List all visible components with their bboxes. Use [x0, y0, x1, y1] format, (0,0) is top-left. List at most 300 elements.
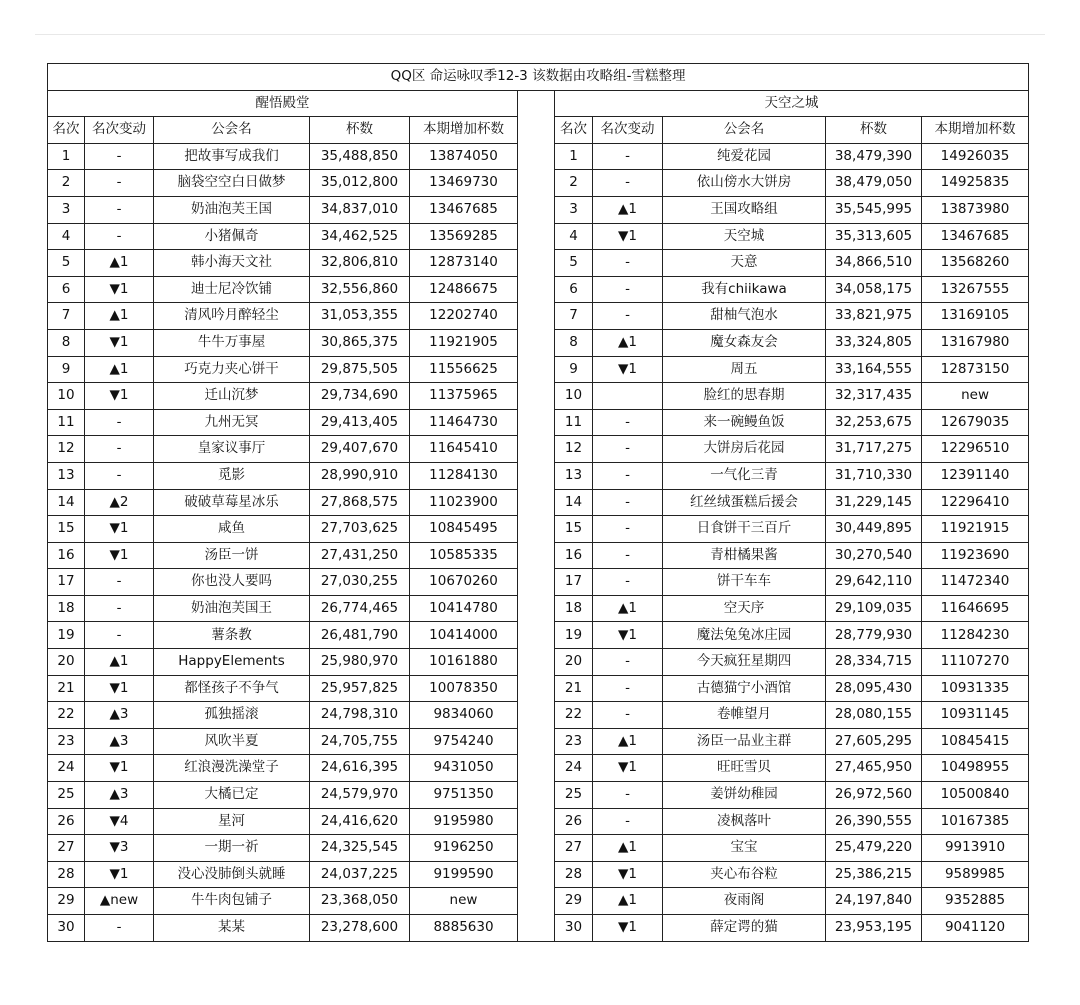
left-rank-change-cell: ▼1 — [85, 861, 154, 888]
right-cup-increase-cell: 11107270 — [922, 649, 1029, 676]
right-cups-cell: 31,710,330 — [826, 462, 922, 489]
left-rank-cell: 11 — [48, 409, 85, 436]
header-cups: 杯数 — [310, 117, 410, 144]
left-cup-increase-cell: 11284130 — [410, 462, 518, 489]
left-cups-cell: 29,734,690 — [310, 383, 410, 410]
left-rank-cell: 19 — [48, 622, 85, 649]
left-cups-cell: 28,990,910 — [310, 462, 410, 489]
left-rank-change-cell: ▼1 — [85, 542, 154, 569]
right-guild-name-cell: 凌枫落叶 — [663, 808, 826, 835]
right-cups-cell: 34,866,510 — [826, 250, 922, 277]
left-guild-name-cell: 巧克力夹心饼干 — [154, 356, 310, 383]
right-rank-cell: 27 — [555, 835, 593, 862]
right-rank-change-cell: - — [593, 462, 663, 489]
right-rank-change-cell — [593, 383, 663, 410]
left-rank-cell: 6 — [48, 276, 85, 303]
right-cup-increase-cell: 10931145 — [922, 702, 1029, 729]
right-rank-change-cell: ▼1 — [593, 223, 663, 250]
right-guild-name-cell: 古德猫宁小酒馆 — [663, 675, 826, 702]
left-rank-change-cell: - — [85, 409, 154, 436]
left-rank-change-cell: - — [85, 196, 154, 223]
right-cups-cell: 27,465,950 — [826, 755, 922, 782]
right-cup-increase-cell: 12296510 — [922, 436, 1029, 463]
left-guild-name-cell: 孤独摇滚 — [154, 702, 310, 729]
right-rank-cell: 26 — [555, 808, 593, 835]
left-rank-change-cell: ▼1 — [85, 755, 154, 782]
header-guild-name: 公会名 — [663, 117, 826, 144]
right-rank-change-cell: ▲1 — [593, 835, 663, 862]
right-cups-cell: 25,386,215 — [826, 861, 922, 888]
left-rank-cell: 25 — [48, 782, 85, 809]
left-cups-cell: 29,407,670 — [310, 436, 410, 463]
right-rank-change-cell: ▲1 — [593, 196, 663, 223]
right-rank-change-cell: - — [593, 436, 663, 463]
left-cups-cell: 35,488,850 — [310, 143, 410, 170]
right-rank-cell: 21 — [555, 675, 593, 702]
right-rank-cell: 16 — [555, 542, 593, 569]
left-cups-cell: 26,774,465 — [310, 595, 410, 622]
left-cups-cell: 25,980,970 — [310, 649, 410, 676]
right-cup-increase-cell: 13267555 — [922, 276, 1029, 303]
right-cup-increase-cell: 10500840 — [922, 782, 1029, 809]
header-guild-name: 公会名 — [154, 117, 310, 144]
left-rank-cell: 22 — [48, 702, 85, 729]
right-cups-cell: 33,164,555 — [826, 356, 922, 383]
right-cup-increase-cell: 11921915 — [922, 516, 1029, 543]
right-guild-name-cell: 今天疯狂星期四 — [663, 649, 826, 676]
left-rank-cell: 9 — [48, 356, 85, 383]
left-rank-change-cell: ▼1 — [85, 675, 154, 702]
right-rank-change-cell: - — [593, 489, 663, 516]
right-guild-name-cell: 青柑橘果酱 — [663, 542, 826, 569]
left-cup-increase-cell: 10078350 — [410, 675, 518, 702]
right-guild-name-cell: 周五 — [663, 356, 826, 383]
left-cup-increase-cell: 12873140 — [410, 250, 518, 277]
left-cup-increase-cell: 11556625 — [410, 356, 518, 383]
table-title: QQ区 命运咏叹季12-3 该数据由攻略组-雪糕整理 — [48, 64, 1029, 91]
left-rank-change-cell: ▼1 — [85, 383, 154, 410]
right-cup-increase-cell: 13169105 — [922, 303, 1029, 330]
left-rank-cell: 28 — [48, 861, 85, 888]
left-guild-name-cell: 觅影 — [154, 462, 310, 489]
left-rank-cell: 17 — [48, 569, 85, 596]
left-guild-name-cell: 红浪漫洗澡堂子 — [154, 755, 310, 782]
right-cups-cell: 32,253,675 — [826, 409, 922, 436]
left-rank-change-cell: ▲1 — [85, 649, 154, 676]
header-cups: 杯数 — [826, 117, 922, 144]
right-rank-cell: 6 — [555, 276, 593, 303]
right-rank-change-cell: - — [593, 143, 663, 170]
right-rank-change-cell: ▲1 — [593, 595, 663, 622]
right-cups-cell: 32,317,435 — [826, 383, 922, 410]
right-guild-name-cell: 日食饼干三百斤 — [663, 516, 826, 543]
left-cup-increase-cell: 10585335 — [410, 542, 518, 569]
left-cup-increase-cell: 9195980 — [410, 808, 518, 835]
right-guild-name-cell: 汤臣一品业主群 — [663, 728, 826, 755]
right-guild-name-cell: 天空城 — [663, 223, 826, 250]
right-cups-cell: 31,717,275 — [826, 436, 922, 463]
right-cup-increase-cell: 11923690 — [922, 542, 1029, 569]
right-rank-change-cell: - — [593, 569, 663, 596]
left-guild-name-cell: 皇家议事厅 — [154, 436, 310, 463]
left-guild-name-cell: 某某 — [154, 915, 310, 942]
right-cup-increase-cell: 14926035 — [922, 143, 1029, 170]
right-guild-name-cell: 红丝绒蛋糕后援会 — [663, 489, 826, 516]
left-cup-increase-cell: 13569285 — [410, 223, 518, 250]
right-rank-change-cell: - — [593, 649, 663, 676]
left-rank-change-cell: - — [85, 462, 154, 489]
left-rank-cell: 30 — [48, 915, 85, 942]
left-cup-increase-cell: 13874050 — [410, 143, 518, 170]
left-rank-cell: 27 — [48, 835, 85, 862]
left-rank-cell: 13 — [48, 462, 85, 489]
left-rank-change-cell: - — [85, 223, 154, 250]
left-guild-name-cell: 你也没人要吗 — [154, 569, 310, 596]
right-guild-name-cell: 来一碗鳗鱼饭 — [663, 409, 826, 436]
left-cups-cell: 27,868,575 — [310, 489, 410, 516]
right-cups-cell: 24,197,840 — [826, 888, 922, 915]
right-cups-cell: 26,972,560 — [826, 782, 922, 809]
left-cup-increase-cell: 12486675 — [410, 276, 518, 303]
right-guild-name-cell: 王国攻略组 — [663, 196, 826, 223]
right-cup-increase-cell: 12873150 — [922, 356, 1029, 383]
left-rank-change-cell: - — [85, 170, 154, 197]
right-cup-increase-cell: 11284230 — [922, 622, 1029, 649]
header-rank-change: 名次变动 — [593, 117, 663, 144]
right-guild-name-cell: 依山傍水大饼房 — [663, 170, 826, 197]
left-guild-name-cell: 咸鱼 — [154, 516, 310, 543]
left-cups-cell: 26,481,790 — [310, 622, 410, 649]
left-rank-change-cell: - — [85, 915, 154, 942]
right-cups-cell: 33,324,805 — [826, 329, 922, 356]
right-rank-cell: 20 — [555, 649, 593, 676]
right-guild-name-cell: 薛定谔的猫 — [663, 915, 826, 942]
right-cups-cell: 38,479,050 — [826, 170, 922, 197]
column-gap — [518, 90, 555, 941]
right-rank-change-cell: - — [593, 702, 663, 729]
right-cup-increase-cell: 13467685 — [922, 223, 1029, 250]
left-rank-cell: 23 — [48, 728, 85, 755]
left-cup-increase-cell: 10845495 — [410, 516, 518, 543]
left-rank-change-cell: ▲new — [85, 888, 154, 915]
right-rank-change-cell: ▼1 — [593, 861, 663, 888]
left-cups-cell: 23,368,050 — [310, 888, 410, 915]
right-cup-increase-cell: 9041120 — [922, 915, 1029, 942]
left-cups-cell: 24,616,395 — [310, 755, 410, 782]
left-rank-cell: 8 — [48, 329, 85, 356]
right-rank-change-cell: - — [593, 409, 663, 436]
left-cup-increase-cell: 9834060 — [410, 702, 518, 729]
left-rank-change-cell: - — [85, 143, 154, 170]
left-guild-name-cell: 大橘已定 — [154, 782, 310, 809]
left-rank-change-cell: - — [85, 569, 154, 596]
left-guild-name-cell: 奶油泡芙国王 — [154, 595, 310, 622]
right-cups-cell: 31,229,145 — [826, 489, 922, 516]
right-guild-name-cell: 夹心布谷粒 — [663, 861, 826, 888]
right-cup-increase-cell: 10498955 — [922, 755, 1029, 782]
right-rank-change-cell: ▼1 — [593, 915, 663, 942]
right-rank-change-cell: - — [593, 250, 663, 277]
right-cup-increase-cell: 10167385 — [922, 808, 1029, 835]
left-guild-name-cell: 脑袋空空白日做梦 — [154, 170, 310, 197]
left-rank-change-cell: ▲3 — [85, 782, 154, 809]
left-cups-cell: 32,806,810 — [310, 250, 410, 277]
header-cup-increase: 本期增加杯数 — [410, 117, 518, 144]
left-rank-cell: 16 — [48, 542, 85, 569]
right-cups-cell: 35,313,605 — [826, 223, 922, 250]
right-guild-name-cell: 甜柚气泡水 — [663, 303, 826, 330]
left-rank-change-cell: ▲1 — [85, 303, 154, 330]
right-rank-cell: 29 — [555, 888, 593, 915]
left-cups-cell: 24,416,620 — [310, 808, 410, 835]
right-rank-cell: 5 — [555, 250, 593, 277]
right-rank-cell: 8 — [555, 329, 593, 356]
left-rank-change-cell: ▼1 — [85, 276, 154, 303]
left-guild-name-cell: 把故事写成我们 — [154, 143, 310, 170]
left-guild-name-cell: 都怪孩子不争气 — [154, 675, 310, 702]
right-cups-cell: 27,605,295 — [826, 728, 922, 755]
left-cup-increase-cell: 11464730 — [410, 409, 518, 436]
right-guild-name-cell: 卷帷望月 — [663, 702, 826, 729]
top-divider — [35, 34, 1045, 35]
right-rank-cell: 23 — [555, 728, 593, 755]
right-rank-cell: 2 — [555, 170, 593, 197]
right-cups-cell: 30,270,540 — [826, 542, 922, 569]
right-rank-cell: 10 — [555, 383, 593, 410]
left-cups-cell: 23,278,600 — [310, 915, 410, 942]
right-cup-increase-cell: new — [922, 383, 1029, 410]
left-cup-increase-cell: 11023900 — [410, 489, 518, 516]
right-cup-increase-cell: 13873980 — [922, 196, 1029, 223]
left-cups-cell: 31,053,355 — [310, 303, 410, 330]
left-cup-increase-cell: 9431050 — [410, 755, 518, 782]
right-cup-increase-cell: 12296410 — [922, 489, 1029, 516]
right-rank-change-cell: ▲1 — [593, 728, 663, 755]
left-cups-cell: 34,462,525 — [310, 223, 410, 250]
right-cup-increase-cell: 10845415 — [922, 728, 1029, 755]
right-rank-cell: 22 — [555, 702, 593, 729]
right-cups-cell: 35,545,995 — [826, 196, 922, 223]
left-rank-cell: 24 — [48, 755, 85, 782]
left-cups-cell: 24,325,545 — [310, 835, 410, 862]
right-cup-increase-cell: 12679035 — [922, 409, 1029, 436]
right-guild-name-cell: 我有chiikawa — [663, 276, 826, 303]
left-cups-cell: 24,705,755 — [310, 728, 410, 755]
right-rank-cell: 13 — [555, 462, 593, 489]
left-guild-name-cell: 韩小海天文社 — [154, 250, 310, 277]
left-cup-increase-cell: 9751350 — [410, 782, 518, 809]
left-guild-name-cell: 奶油泡芙王国 — [154, 196, 310, 223]
left-rank-change-cell: ▼3 — [85, 835, 154, 862]
left-rank-cell: 15 — [48, 516, 85, 543]
right-cups-cell: 30,449,895 — [826, 516, 922, 543]
left-rank-cell: 7 — [48, 303, 85, 330]
right-rank-cell: 3 — [555, 196, 593, 223]
left-guild-name-cell: 一期一祈 — [154, 835, 310, 862]
left-cups-cell: 32,556,860 — [310, 276, 410, 303]
left-rank-cell: 12 — [48, 436, 85, 463]
left-rank-cell: 1 — [48, 143, 85, 170]
right-cups-cell: 25,479,220 — [826, 835, 922, 862]
right-cups-cell: 26,390,555 — [826, 808, 922, 835]
left-cup-increase-cell: 9199590 — [410, 861, 518, 888]
header-cup-increase: 本期增加杯数 — [922, 117, 1029, 144]
left-rank-change-cell: - — [85, 622, 154, 649]
left-cup-increase-cell: 10670260 — [410, 569, 518, 596]
right-rank-change-cell: - — [593, 808, 663, 835]
left-rank-cell: 21 — [48, 675, 85, 702]
right-cups-cell: 28,779,930 — [826, 622, 922, 649]
right-guild-name-cell: 夜雨阁 — [663, 888, 826, 915]
left-cups-cell: 34,837,010 — [310, 196, 410, 223]
right-guild-name-cell: 一气化三青 — [663, 462, 826, 489]
right-cup-increase-cell: 11472340 — [922, 569, 1029, 596]
right-cups-cell: 28,080,155 — [826, 702, 922, 729]
right-guild-name-cell: 饼干车车 — [663, 569, 826, 596]
right-cups-cell: 33,821,975 — [826, 303, 922, 330]
right-cup-increase-cell: 12391140 — [922, 462, 1029, 489]
right-rank-change-cell: - — [593, 276, 663, 303]
left-rank-change-cell: ▼1 — [85, 516, 154, 543]
right-rank-cell: 17 — [555, 569, 593, 596]
left-cup-increase-cell: 11375965 — [410, 383, 518, 410]
left-cup-increase-cell: 11921905 — [410, 329, 518, 356]
left-rank-change-cell: ▲2 — [85, 489, 154, 516]
left-cup-increase-cell: 13469730 — [410, 170, 518, 197]
left-cup-increase-cell: 13467685 — [410, 196, 518, 223]
left-guild-name-cell: 破破草莓星冰乐 — [154, 489, 310, 516]
left-cups-cell: 35,012,800 — [310, 170, 410, 197]
left-rank-change-cell: ▲3 — [85, 702, 154, 729]
left-cup-increase-cell: 9196250 — [410, 835, 518, 862]
left-rank-cell: 4 — [48, 223, 85, 250]
right-cups-cell: 28,095,430 — [826, 675, 922, 702]
ranking-table — [47, 63, 1029, 942]
right-cups-cell: 29,109,035 — [826, 595, 922, 622]
right-guild-name-cell: 大饼房后花园 — [663, 436, 826, 463]
right-rank-cell: 25 — [555, 782, 593, 809]
right-rank-change-cell: ▼1 — [593, 622, 663, 649]
left-guild-name-cell: 牛牛肉包铺子 — [154, 888, 310, 915]
right-guild-name-cell: 宝宝 — [663, 835, 826, 862]
right-rank-cell: 19 — [555, 622, 593, 649]
right-guild-name-cell: 旺旺雪贝 — [663, 755, 826, 782]
right-guild-name-cell: 魔女森友会 — [663, 329, 826, 356]
right-cup-increase-cell: 9352885 — [922, 888, 1029, 915]
left-cups-cell: 24,037,225 — [310, 861, 410, 888]
header-rank: 名次 — [555, 117, 593, 144]
right-rank-cell: 1 — [555, 143, 593, 170]
left-cups-cell: 24,579,970 — [310, 782, 410, 809]
right-rank-cell: 14 — [555, 489, 593, 516]
right-guild-name-cell: 空天序 — [663, 595, 826, 622]
left-rank-cell: 5 — [48, 250, 85, 277]
left-rank-change-cell: ▼1 — [85, 329, 154, 356]
header-rank: 名次 — [48, 117, 85, 144]
left-guild-name-cell: 风吹半夏 — [154, 728, 310, 755]
left-guild-name-cell: HappyElements — [154, 649, 310, 676]
left-cups-cell: 27,030,255 — [310, 569, 410, 596]
right-cup-increase-cell: 13167980 — [922, 329, 1029, 356]
right-rank-cell: 30 — [555, 915, 593, 942]
right-rank-change-cell: - — [593, 170, 663, 197]
right-rank-cell: 15 — [555, 516, 593, 543]
right-rank-change-cell: ▼1 — [593, 356, 663, 383]
right-rank-change-cell: - — [593, 675, 663, 702]
left-cup-increase-cell: new — [410, 888, 518, 915]
right-rank-change-cell: ▼1 — [593, 755, 663, 782]
left-cup-increase-cell: 9754240 — [410, 728, 518, 755]
right-cups-cell: 28,334,715 — [826, 649, 922, 676]
left-rank-cell: 29 — [48, 888, 85, 915]
left-rank-cell: 10 — [48, 383, 85, 410]
right-rank-cell: 24 — [555, 755, 593, 782]
left-guild-name-cell: 九州无冥 — [154, 409, 310, 436]
right-cup-increase-cell: 13568260 — [922, 250, 1029, 277]
right-rank-cell: 4 — [555, 223, 593, 250]
right-rank-change-cell: - — [593, 516, 663, 543]
left-cups-cell: 24,798,310 — [310, 702, 410, 729]
left-cup-increase-cell: 10414000 — [410, 622, 518, 649]
left-cups-cell: 30,865,375 — [310, 329, 410, 356]
left-cups-cell: 29,413,405 — [310, 409, 410, 436]
left-guild-name-cell: 薯条教 — [154, 622, 310, 649]
right-rank-cell: 18 — [555, 595, 593, 622]
right-rank-cell: 28 — [555, 861, 593, 888]
left-cup-increase-cell: 10161880 — [410, 649, 518, 676]
header-rank-change: 名次变动 — [85, 117, 154, 144]
left-rank-change-cell: ▲1 — [85, 250, 154, 277]
right-cups-cell: 38,479,390 — [826, 143, 922, 170]
left-cups-cell: 25,957,825 — [310, 675, 410, 702]
right-rank-cell: 9 — [555, 356, 593, 383]
right-cups-cell: 34,058,175 — [826, 276, 922, 303]
left-cup-increase-cell: 11645410 — [410, 436, 518, 463]
right-cup-increase-cell: 14925835 — [922, 170, 1029, 197]
left-guild-name-cell: 清风吟月醉轻尘 — [154, 303, 310, 330]
right-cup-increase-cell: 10931335 — [922, 675, 1029, 702]
right-guild-name-cell: 魔法兔兔冰庄园 — [663, 622, 826, 649]
left-cup-increase-cell: 10414780 — [410, 595, 518, 622]
right-guild-name-cell: 脸红的思春期 — [663, 383, 826, 410]
left-cups-cell: 27,431,250 — [310, 542, 410, 569]
left-guild-name-cell: 牛牛万事屋 — [154, 329, 310, 356]
right-rank-change-cell: ▲1 — [593, 329, 663, 356]
left-rank-cell: 2 — [48, 170, 85, 197]
left-guild-name-cell: 汤臣一饼 — [154, 542, 310, 569]
right-rank-change-cell: ▲1 — [593, 888, 663, 915]
left-rank-cell: 3 — [48, 196, 85, 223]
right-cups-cell: 23,953,195 — [826, 915, 922, 942]
left-guild-name-cell: 小猪佩奇 — [154, 223, 310, 250]
right-cup-increase-cell: 11646695 — [922, 595, 1029, 622]
right-rank-cell: 7 — [555, 303, 593, 330]
left-guild-name-cell: 迪士尼冷饮铺 — [154, 276, 310, 303]
right-cup-increase-cell: 9589985 — [922, 861, 1029, 888]
left-rank-cell: 14 — [48, 489, 85, 516]
left-guild-name-cell: 迁山沉梦 — [154, 383, 310, 410]
left-rank-change-cell: ▼4 — [85, 808, 154, 835]
right-rank-change-cell: - — [593, 782, 663, 809]
left-guild-name-cell: 星河 — [154, 808, 310, 835]
right-rank-cell: 12 — [555, 436, 593, 463]
left-cups-cell: 27,703,625 — [310, 516, 410, 543]
left-rank-change-cell: ▲1 — [85, 356, 154, 383]
left-rank-cell: 20 — [48, 649, 85, 676]
left-cups-cell: 29,875,505 — [310, 356, 410, 383]
right-cup-increase-cell: 9913910 — [922, 835, 1029, 862]
left-guild-name-cell: 没心没肺倒头就睡 — [154, 861, 310, 888]
